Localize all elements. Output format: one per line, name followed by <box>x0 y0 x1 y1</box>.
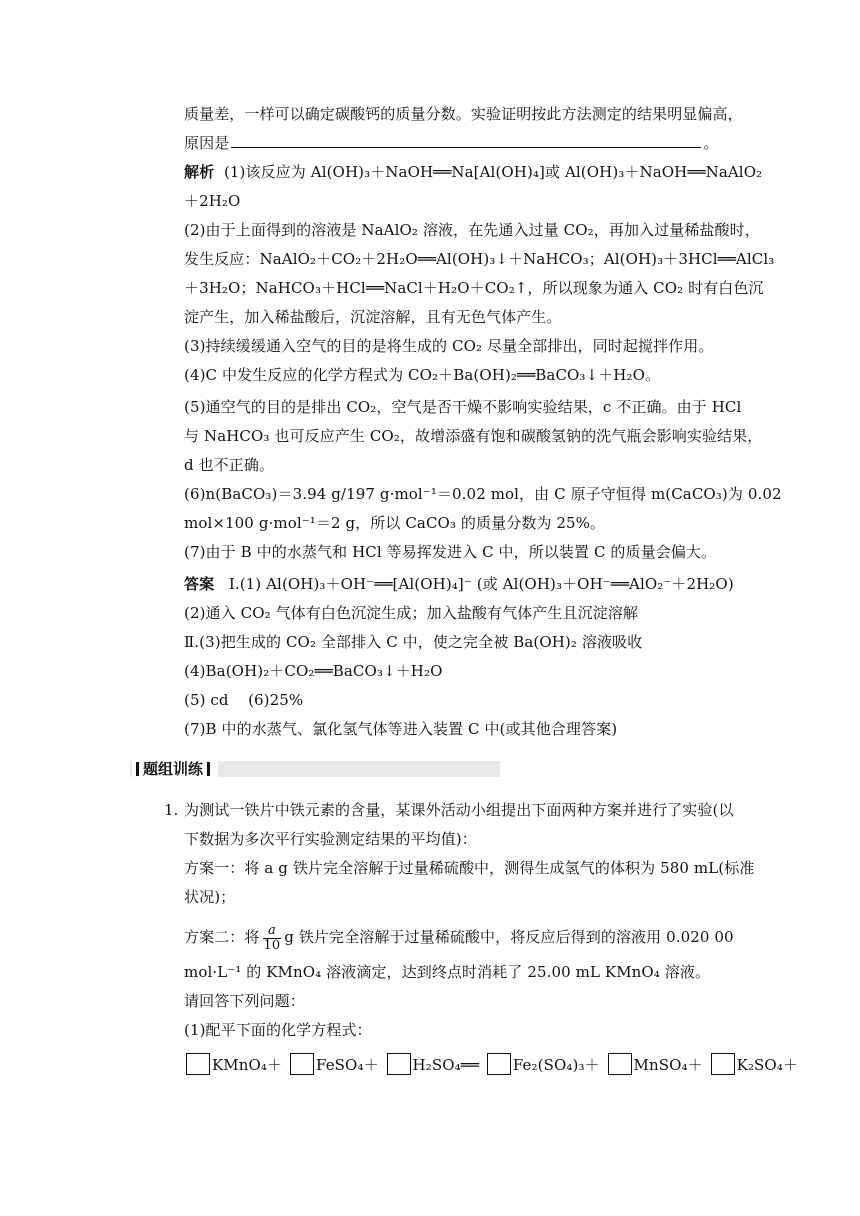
text: Ⅰ.(1) Al(OH)₃＋OH⁻══[Al(OH)₄]⁻ (或 Al(OH)₃＋OH⁻══AlO₂⁻＋2H₂O) <box>228 575 734 593</box>
equation-term: FeSO₄＋ <box>316 1056 379 1074</box>
text-line: mol·L⁻¹ 的 KMnO₄ 溶液滴定，达到终点时消耗了 25.00 mL KMnO₄ 溶液。 <box>184 963 711 981</box>
text-line: ＋2H₂O <box>184 192 241 210</box>
text-line: ＋3H₂O；NaHCO₃＋HCl══NaCl＋H₂O＋CO₂↑，所以现象为通入 CO₂ 时有白色沉 <box>184 279 764 297</box>
analysis-line <box>184 162 763 182</box>
text-line: (2)通入 CO₂ 气体有白色沉淀生成；加入盐酸有气体产生且沉淀溶解 <box>184 604 638 622</box>
text: 方案二：将 <box>184 928 260 946</box>
text-line: 方案一：将 a g 铁片完全溶解于过量稀硫酸中，测得生成氢气的体积为 580 mL(标准 <box>184 859 755 877</box>
text-line: (1)配平下面的化学方程式： <box>184 1021 372 1039</box>
coefficient-box[interactable] <box>290 1053 314 1075</box>
analysis-label: 解析 <box>184 163 215 181</box>
answer-blank <box>231 133 701 148</box>
answer-line <box>184 574 734 594</box>
text-line: (5) cd (6)25% <box>184 691 304 709</box>
section-title-text: 题组训练 <box>143 760 204 778</box>
text-line-blank <box>184 133 730 153</box>
question-number: 1. <box>164 801 179 819</box>
text-line: d 也不正确。 <box>184 456 275 474</box>
text: g 铁片完全溶解于过量稀硫酸中，将反应后得到的溶液用 0.020 00 <box>284 928 734 946</box>
fraction-numerator: a <box>263 924 282 939</box>
text-line: 请回答下列问题： <box>184 992 305 1010</box>
equation-term: H₂SO₄══ <box>412 1056 479 1074</box>
coefficient-box[interactable] <box>186 1053 210 1075</box>
text-line: 淀产生，加入稀盐酸后，沉淀溶解，且有无色气体产生。 <box>184 308 562 326</box>
text-line: (6)n(BaCO₃)＝3.94 g/197 g·mol⁻¹＝0.02 mol，由 C 原子守恒得 m(CaCO₃)为 0.02 <box>184 485 782 503</box>
equation-term: KMnO₄＋ <box>212 1056 283 1074</box>
text-line: (7)B 中的水蒸气、氯化氢气体等进入装置 C 中(或其他合理答案) <box>184 720 618 738</box>
equation-term: Fe₂(SO₄)₃＋ <box>512 1056 600 1074</box>
answer-label: 答案 <box>184 575 215 593</box>
equation-term: K₂SO₄＋ <box>736 1056 799 1074</box>
bar-mark-right <box>207 762 210 776</box>
text-line: 下数据为多次平行实验测定结果的平均值)： <box>184 830 477 848</box>
text-line: (4)Ba(OH)₂＋CO₂══BaCO₃↓＋H₂O <box>184 662 443 680</box>
equation-line <box>184 1053 799 1075</box>
equation-term: MnSO₄＋ <box>633 1056 703 1074</box>
text-line: (7)由于 B 中的水蒸气和 HCl 等易挥发进入 C 中，所以装置 C 的质量会偏大。 <box>184 543 717 561</box>
text-line: mol×100 g·mol⁻¹＝2 g，所以 CaCO₃ 的质量分数为 25%。 <box>184 514 606 532</box>
section-title <box>132 759 218 779</box>
fraction <box>263 924 282 953</box>
text: 原因是 <box>184 134 230 152</box>
text-line: (2)由于上面得到的溶液是 NaAlO₂ 溶液，在先通入过量 CO₂，再加入过量稀盐酸时， <box>184 221 760 239</box>
text-line: 状况)； <box>184 888 236 906</box>
text-line: 发生反应：NaAlO₂＋CO₂＋2H₂O══Al(OH)₃↓＋NaHCO₃；Al(OH)₃＋3HCl══AlCl₃ <box>184 250 775 268</box>
coefficient-box[interactable] <box>711 1053 735 1075</box>
text: 。 <box>703 134 719 152</box>
text-line: (5)通空气的目的是排出 CO₂，空气是否干燥不影响实验结果，c 不正确。由于 HCl <box>184 398 742 416</box>
bar-mark-left <box>136 762 139 776</box>
plan-two-line <box>184 922 734 953</box>
text-line: (4)C 中发生反应的化学方程式为 CO₂＋Ba(OH)₂══BaCO₃↓＋H₂O。 <box>184 366 661 384</box>
text-line: 为测试一铁片中铁元素的含量，某课外活动小组提出下面两种方案并进行了实验(以 <box>184 801 734 819</box>
coefficient-box[interactable] <box>387 1053 411 1075</box>
coefficient-box[interactable] <box>487 1053 511 1075</box>
text-line: 与 NaHCO₃ 也可反应产生 CO₂，故增添盛有饱和碳酸氢钠的洗气瓶会影响实验结果， <box>184 427 763 445</box>
text-line: Ⅱ.(3)把生成的 CO₂ 全部排入 C 中，使之完全被 Ba(OH)₂ 溶液吸收 <box>184 633 643 651</box>
fraction-denominator: 10 <box>263 937 281 953</box>
text: (1)该反应为 Al(OH)₃＋NaOH══Na[Al(OH)₄]或 Al(OH)₃＋NaOH══NaAlO₂ <box>223 163 763 181</box>
coefficient-box[interactable] <box>608 1053 632 1075</box>
text-line: (3)持续缓缓通入空气的目的是将生成的 CO₂ 尽量全部排出，同时起搅拌作用。 <box>184 337 714 355</box>
text-line: 质量差，一样可以确定碳酸钙的质量分数。实验证明按此方法测定的结果明显偏高， <box>184 105 743 123</box>
